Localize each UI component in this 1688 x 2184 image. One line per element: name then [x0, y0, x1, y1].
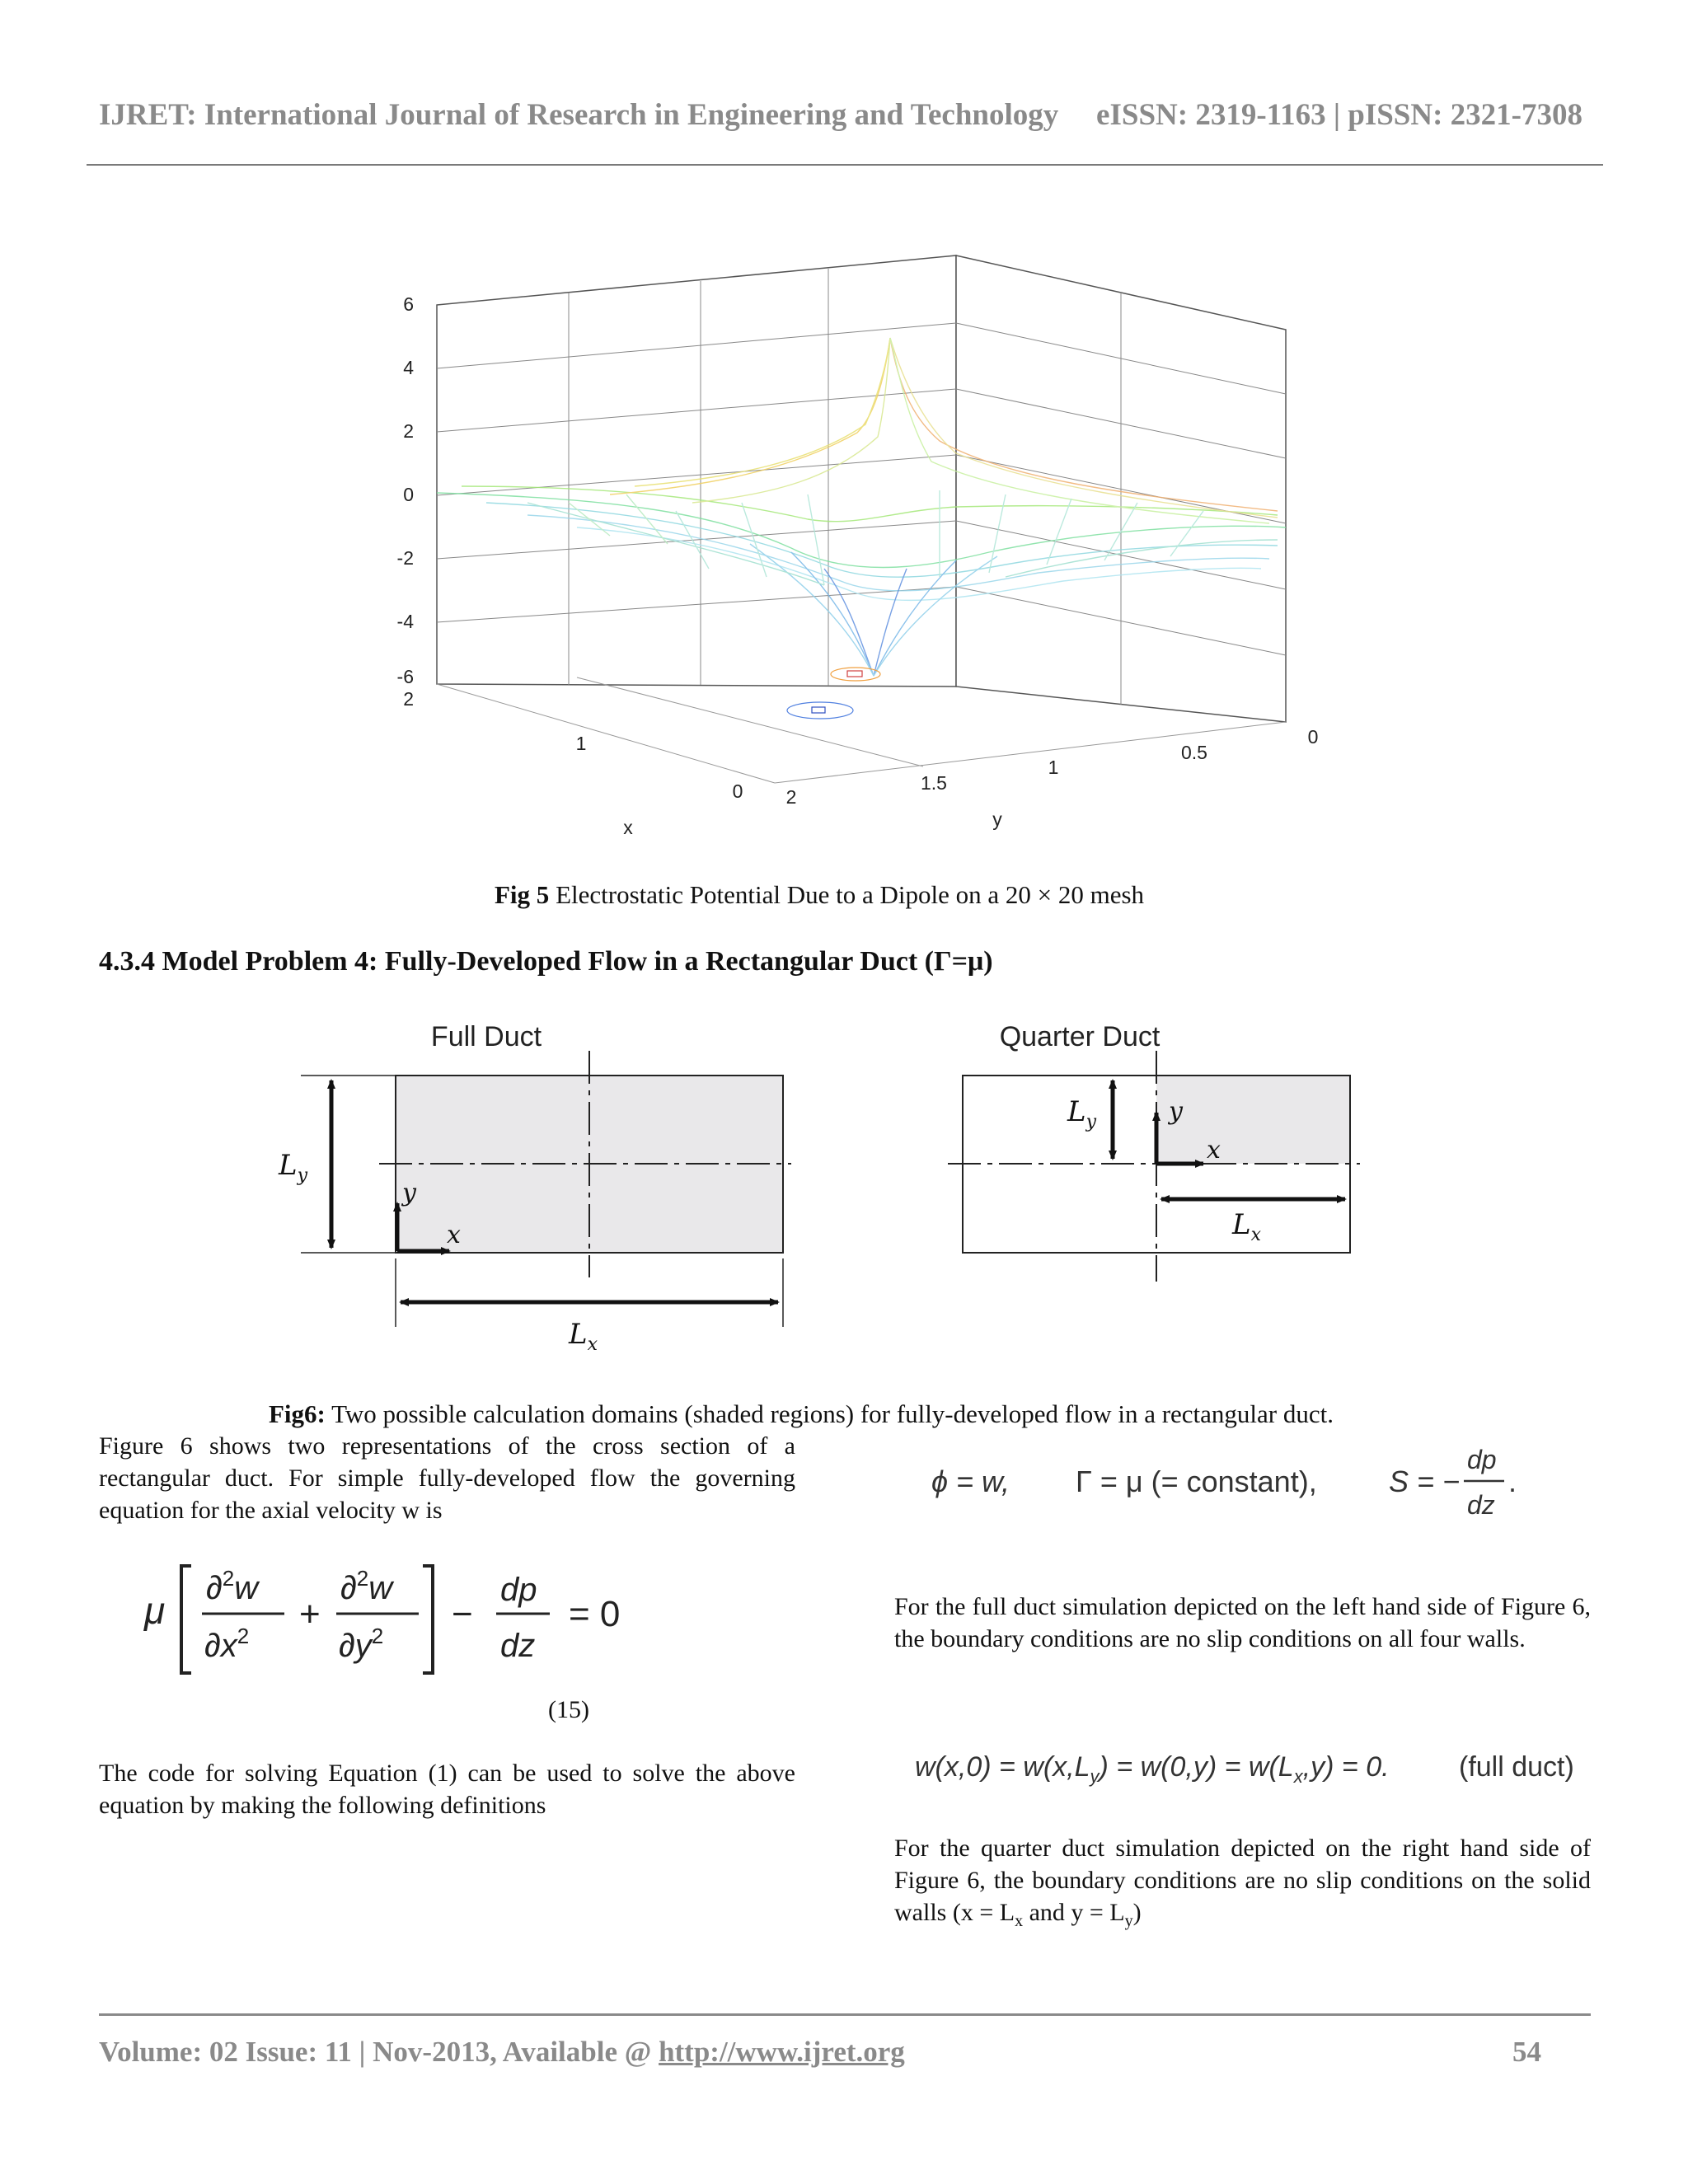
quarter-x-axis-label: x	[1207, 1136, 1221, 1165]
z-tick-label: 0	[403, 484, 414, 505]
svg-text:Ly: $L_y$	[279, 1149, 308, 1186]
svg-text:Lx: $L_x$	[1232, 1208, 1261, 1245]
svg-text:+: +	[299, 1594, 321, 1634]
figure-5-surface-plot	[363, 239, 1335, 849]
page-footer	[99, 2036, 1541, 2069]
def-gamma: Γ = μ (= constant),	[1076, 1465, 1317, 1498]
paragraph-intro: Figure 6 shows two representations of the cross section of a rectangular duct. For simple fully-developed flow the governing equation for the axial velocity w is	[99, 1432, 795, 1524]
bc-full-tag: (full duct)	[1459, 1751, 1574, 1783]
issn-numbers: eISSN: 2319-1163 | pISSN: 2321-7308	[1096, 98, 1582, 132]
y-tick-label: 2	[785, 786, 797, 808]
x-tick-label: 1	[575, 733, 587, 754]
journal-link[interactable]: http://www.ijret.org	[659, 2036, 905, 2068]
section-heading: 4.3.4 Model Problem 4: Fully-Developed Flow in a Rectangular Duct (Γ=μ)	[99, 946, 993, 977]
quarter-lx-label: L	[1232, 1208, 1251, 1241]
full-duct-boundary-equation	[907, 1735, 1582, 1801]
definitions-equation	[923, 1436, 1533, 1526]
full-duct-title: Full Duct	[430, 1021, 542, 1052]
z-tick-label: -6	[396, 666, 414, 687]
y-axis-arrow-label: y	[402, 1179, 416, 1207]
svg-text:dp: dp	[1467, 1445, 1497, 1474]
svg-text:μ: μ	[144, 1589, 166, 1632]
equation-15-number: (15)	[548, 1696, 589, 1723]
z-tick-label: 6	[403, 293, 414, 315]
journal-title: IJRET: International Journal of Research in Engineering and Technology	[99, 98, 1059, 132]
svg-text:∂2w: ∂$^2$w	[340, 1566, 393, 1606]
x-axis-label: x	[623, 817, 633, 838]
svg-text:Ly: $L_y$	[1067, 1095, 1097, 1132]
y-tick-label: 1	[1048, 757, 1059, 778]
equation-15	[140, 1549, 651, 1681]
volume-info: Volume: 02 Issue: 11 | Nov-2013, Available @	[99, 2036, 659, 2068]
figure-6-duct-diagram	[264, 1010, 1385, 1356]
figure-6-label: Fig6:	[269, 1399, 326, 1428]
y-tick-label: 1.5	[921, 772, 947, 794]
paragraph-full-duct-bc: For the full duct simulation depicted on the left hand side of Figure 6, the boundary conditions are no slip conditions on all four walls.	[894, 1593, 1591, 1652]
page-number: 54	[1512, 2036, 1541, 2068]
z-tick-label: 2	[403, 420, 414, 442]
svg-text:∂y2: $\partial y^2$	[339, 1624, 384, 1664]
quarter-ly-label: L	[1067, 1095, 1086, 1128]
figure-5-label: Fig 5	[495, 880, 550, 909]
svg-text:∂2w: ∂$^2$w	[206, 1566, 259, 1606]
svg-text:dz: dz	[1467, 1490, 1495, 1520]
x-tick-label: 0	[732, 780, 743, 802]
svg-text:w(x,0) = w(x,Ly) = w(0,y) = w(: $w(x,0) = w(x,L_y) = w(0,y) = w(L_x,y) = 0$.	[915, 1751, 1390, 1787]
y-axis-label: y	[992, 808, 1002, 830]
quarter-y-axis-label: y	[1169, 1097, 1183, 1126]
x-tick-label: 2	[403, 688, 414, 710]
svg-text:∂x2: $\partial x^2$	[204, 1624, 250, 1664]
svg-text:dp: dp	[500, 1572, 537, 1608]
svg-text:−: −	[452, 1594, 473, 1634]
svg-text:= 0: = 0	[569, 1594, 621, 1634]
header-rule	[87, 164, 1603, 166]
figure-5-caption	[495, 880, 1144, 910]
def-phi: ϕ = w,	[931, 1465, 1010, 1498]
svg-text:Lx: $L_x$	[569, 1318, 598, 1355]
quarter-duct-domain	[1156, 1076, 1350, 1164]
ly-label: L	[279, 1149, 298, 1182]
lx-label: L	[569, 1318, 588, 1351]
y-tick-label: 0	[1307, 726, 1319, 748]
figure-6-caption-text: Two possible calculation domains (shaded regions) for fully-developed flow in a rectangular duct.	[325, 1399, 1334, 1428]
y-tick-label: 0.5	[1181, 742, 1207, 763]
paragraph-definitions: The code for solving Equation (1) can be used to solve the above equation by making the following definitions	[99, 1760, 795, 1819]
z-tick-label: 4	[403, 357, 414, 378]
quarter-duct-title: Quarter Duct	[999, 1021, 1160, 1052]
def-source: S = −	[1389, 1465, 1461, 1498]
z-tick-label: -4	[396, 611, 414, 632]
svg-text:.: .	[1508, 1465, 1517, 1498]
journal-header	[99, 97, 1591, 133]
z-tick-label: -2	[396, 547, 414, 569]
bc-full-start: w(x,0) = w(x,L	[915, 1751, 1090, 1783]
paragraph-quarter-duct-bc: For the quarter duct simulation depicted on the right hand side of Figure 6, the boundary conditions are no slip conditions on the solid walls ($x = L_x$ and $y = L_y$)	[894, 1835, 1591, 1930]
figure-6-caption	[269, 1399, 1334, 1429]
x-axis-arrow-label: x	[447, 1221, 461, 1249]
figure-5-caption-text: Electrostatic Potential Due to a Dipole on a 20 × 20 mesh	[549, 880, 1145, 909]
svg-text:dz: dz	[500, 1628, 536, 1664]
footer-rule	[99, 2013, 1591, 2016]
